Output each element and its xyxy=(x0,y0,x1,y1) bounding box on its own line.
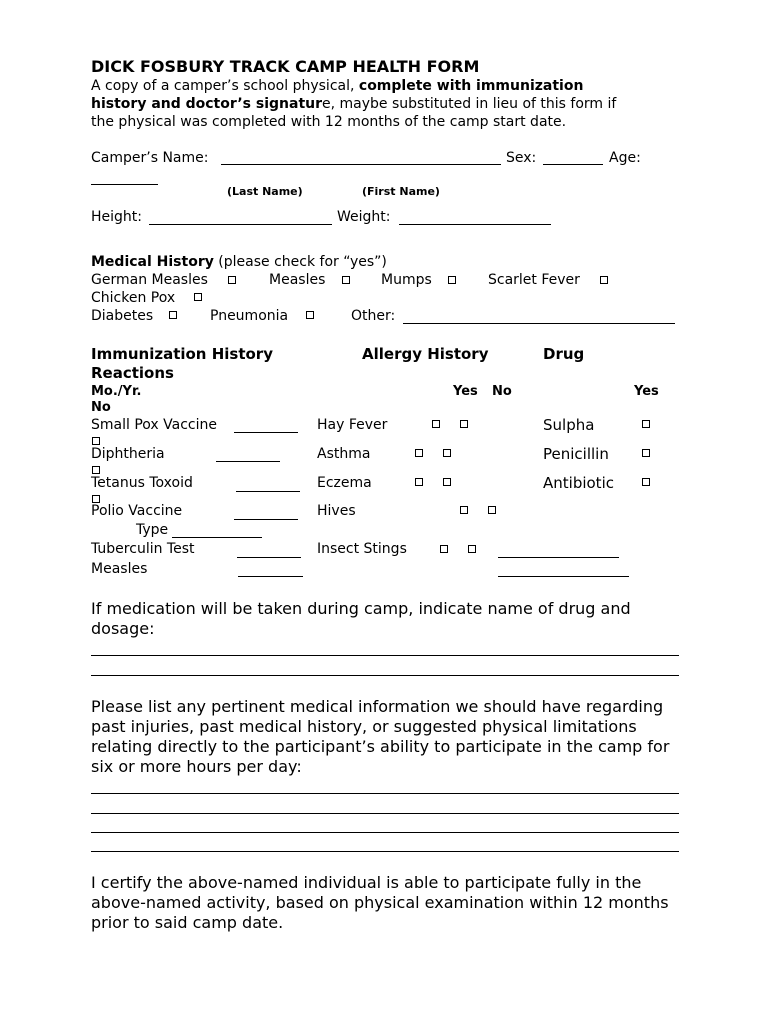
measles-label: Measles xyxy=(269,272,326,288)
campers-name-field[interactable] xyxy=(221,164,501,165)
eczema-label: Eczema xyxy=(317,475,372,491)
other-label: Other: xyxy=(351,308,396,324)
pertinent-line-2[interactable] xyxy=(91,813,679,814)
chicken-pox-checkbox[interactable] xyxy=(194,293,202,301)
intro-text-2: e, maybe substituted in lieu of this form if xyxy=(322,96,617,112)
asthma-yes-checkbox[interactable] xyxy=(415,449,423,457)
hives-yes-checkbox[interactable] xyxy=(460,506,468,514)
medication-line-2[interactable] xyxy=(91,675,679,676)
german-measles-label: German Measles xyxy=(91,272,208,288)
allergy-no-column: No xyxy=(492,384,512,399)
scarlet-fever-checkbox[interactable] xyxy=(600,276,608,284)
pertinent-info-prompt: Please list any pertinent medical information we should have regarding past injuries, past medical history, or suggested physical limitations relating directly to the participant’s ability to participate in the camp for six or more hours per day: xyxy=(91,697,670,776)
asthma-no-checkbox[interactable] xyxy=(443,449,451,457)
pertinent-line-4[interactable] xyxy=(91,851,679,852)
intro-line-3: the physical was completed with 12 months of the camp start date. xyxy=(91,114,567,130)
mo-yr-column: Mo./Yr. xyxy=(91,384,142,399)
small-pox-reaction-checkbox[interactable] xyxy=(92,437,100,445)
insect-stings-no-checkbox[interactable] xyxy=(468,545,476,553)
hives-no-checkbox[interactable] xyxy=(488,506,496,514)
insect-stings-yes-checkbox[interactable] xyxy=(440,545,448,553)
campers-name-label: Camper’s Name: xyxy=(91,150,209,166)
mumps-label: Mumps xyxy=(381,272,432,288)
immunization-heading: Immunization History xyxy=(91,345,273,363)
small-pox-date-field[interactable] xyxy=(234,432,298,433)
eczema-no-checkbox[interactable] xyxy=(443,478,451,486)
certification-statement: I certify the above-named individual is able to participate fully in the above-named activity, based on physical examination within 12 months prior to said camp date. xyxy=(91,873,669,932)
diphtheria-label: Diphtheria xyxy=(91,446,165,462)
german-measles-checkbox[interactable] xyxy=(228,276,236,284)
intro-bold-text-2: history and doctor’s signatur xyxy=(91,96,323,112)
diphtheria-reaction-checkbox[interactable] xyxy=(92,466,100,474)
diabetes-checkbox[interactable] xyxy=(169,311,177,319)
antibiotic-checkbox[interactable] xyxy=(642,478,650,486)
drug-heading: Drug xyxy=(543,345,585,363)
pneumonia-checkbox[interactable] xyxy=(306,311,314,319)
diabetes-label: Diabetes xyxy=(91,308,154,324)
measles-checkbox[interactable] xyxy=(342,276,350,284)
height-label: Height: xyxy=(91,209,142,225)
reactions-no-column: No xyxy=(91,400,111,415)
polio-type-label: Type xyxy=(136,522,169,538)
intro-line-2 xyxy=(91,96,616,113)
other-field[interactable] xyxy=(403,323,675,324)
antibiotic-label: Antibiotic xyxy=(543,474,614,492)
pertinent-line-3[interactable] xyxy=(91,832,679,833)
polio-label: Polio Vaccine xyxy=(91,503,183,519)
polio-date-field[interactable] xyxy=(234,519,298,520)
last-name-caption: (Last Name) xyxy=(227,185,303,198)
height-field[interactable] xyxy=(149,224,332,225)
hay-fever-yes-checkbox[interactable] xyxy=(432,420,440,428)
asthma-label: Asthma xyxy=(317,446,371,462)
sulpha-label: Sulpha xyxy=(543,416,595,434)
tuberculin-date-field[interactable] xyxy=(237,557,301,558)
medication-line-1[interactable] xyxy=(91,655,679,656)
sex-label: Sex: xyxy=(506,150,537,166)
allergy-yes-column: Yes xyxy=(453,384,478,399)
medical-history-heading xyxy=(91,254,387,271)
drug-other-field-2[interactable] xyxy=(498,576,629,577)
chicken-pox-label: Chicken Pox xyxy=(91,290,176,306)
intro-bold-text: complete with immunization xyxy=(358,78,584,94)
medication-prompt: If medication will be taken during camp, indicate name of drug and dosage: xyxy=(91,599,631,638)
insect-stings-label: Insect Stings xyxy=(317,541,407,557)
pertinent-line-1[interactable] xyxy=(91,793,679,794)
eczema-yes-checkbox[interactable] xyxy=(415,478,423,486)
pneumonia-label: Pneumonia xyxy=(210,308,289,324)
measles-date-field[interactable] xyxy=(238,576,303,577)
reactions-heading: Reactions xyxy=(91,364,174,382)
tetanus-date-field[interactable] xyxy=(236,491,300,492)
mumps-checkbox[interactable] xyxy=(448,276,456,284)
intro-line-1 xyxy=(91,78,583,95)
age-label: Age: xyxy=(609,150,641,166)
sex-field[interactable] xyxy=(543,164,603,165)
small-pox-label: Small Pox Vaccine xyxy=(91,417,217,433)
tetanus-label: Tetanus Toxoid xyxy=(91,475,193,491)
hives-label: Hives xyxy=(317,503,356,519)
polio-type-field[interactable] xyxy=(172,537,262,538)
first-name-caption: (First Name) xyxy=(362,185,440,198)
form-title: DICK FOSBURY TRACK CAMP HEALTH FORM xyxy=(91,57,480,76)
scarlet-fever-label: Scarlet Fever xyxy=(488,272,580,288)
weight-label: Weight: xyxy=(337,209,391,225)
diphtheria-date-field[interactable] xyxy=(216,461,280,462)
sulpha-checkbox[interactable] xyxy=(642,420,650,428)
penicillin-checkbox[interactable] xyxy=(642,449,650,457)
medical-history-title: Medical History xyxy=(91,254,214,270)
drug-yes-column: Yes xyxy=(634,384,659,399)
hay-fever-no-checkbox[interactable] xyxy=(460,420,468,428)
drug-other-field-1[interactable] xyxy=(498,557,619,558)
tetanus-reaction-checkbox[interactable] xyxy=(92,495,100,503)
measles-immunization-label: Measles xyxy=(91,561,148,577)
penicillin-label: Penicillin xyxy=(543,445,609,463)
medical-history-note: (please check for “yes”) xyxy=(213,254,387,270)
intro-text: A copy of a camper’s school physical, xyxy=(91,78,359,94)
tuberculin-label: Tuberculin Test xyxy=(91,541,195,557)
weight-field[interactable] xyxy=(399,224,551,225)
allergy-heading: Allergy History xyxy=(362,345,489,363)
hay-fever-label: Hay Fever xyxy=(317,417,388,433)
age-field[interactable] xyxy=(91,184,158,185)
